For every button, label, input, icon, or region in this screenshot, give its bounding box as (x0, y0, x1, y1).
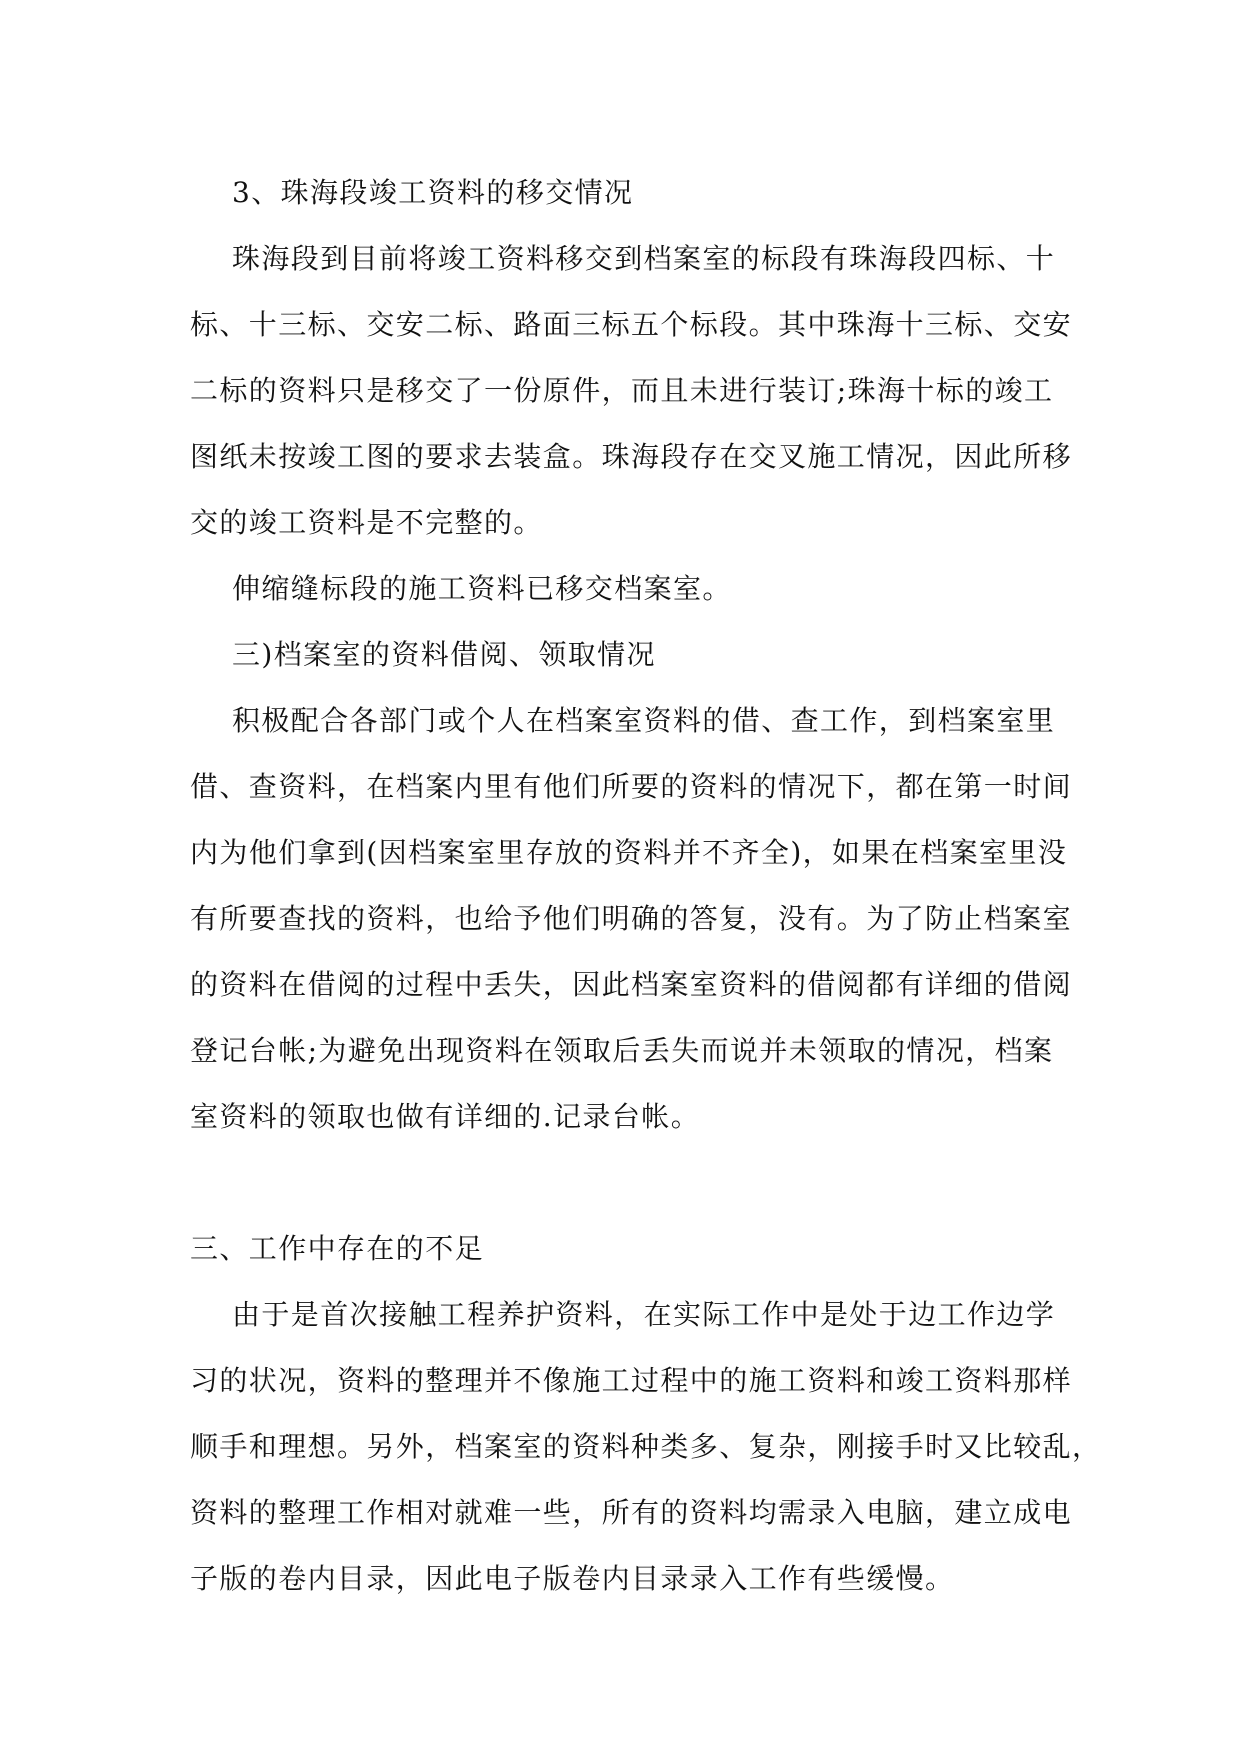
paragraph-line: 有所要查找的资料，也给予他们明确的答复，没有。为了防止档案室 (190, 902, 1073, 935)
paragraph-line: 内为他们拿到(因档案室里存放的资料并不齐全)，如果在档案室里没 (190, 836, 1068, 869)
paragraph-line: 珠海段到目前将竣工资料移交到档案室的标段有珠海段四标、十 (232, 242, 1056, 275)
paragraph-line: 资料的整理工作相对就难一些，所有的资料均需录入电脑，建立成电 (190, 1496, 1073, 1529)
paragraph-shortcomings (190, 1282, 1102, 1612)
paragraph-line: 积极配合各部门或个人在档案室资料的借、查工作，到档案室里 (232, 704, 1056, 737)
paragraph-zhuhai-handover (190, 226, 1073, 556)
paragraph-line: 借、查资料，在档案内里有他们所要的资料的情况下，都在第一时间 (190, 770, 1073, 803)
paragraph-line: 图纸未按竣工图的要求去装盒。珠海段存在交叉施工情况，因此所移 (190, 440, 1073, 473)
paragraph-line: 交的竣工资料是不完整的。 (190, 506, 543, 539)
paragraph-line: 顺手和理想。另外，档案室的资料种类多、复杂，刚接手时又比较乱， (190, 1430, 1102, 1463)
paragraph-line: 室资料的领取也做有详细的.记录台帐。 (190, 1100, 701, 1133)
section-spacer (190, 1150, 1052, 1216)
subheading-zhuhai-handover: 3、珠海段竣工资料的移交情况 (232, 176, 634, 209)
paragraph-line: 标、十三标、交安二标、路面三标五个标段。其中珠海十三标、交安 (190, 308, 1073, 341)
paragraph-borrowing (190, 688, 1073, 1150)
paragraph-line: 登记台帐;为避免出现资料在领取后丢失而说并未领取的情况，档案 (190, 1034, 1054, 1067)
paragraph-line: 二标的资料只是移交了一份原件，而且未进行装订;珠海十标的竣工 (190, 374, 1054, 407)
paragraph-line: 的资料在借阅的过程中丢失，因此档案室资料的借阅都有详细的借阅 (190, 968, 1073, 1001)
section-title-shortcomings: 三、工作中存在的不足 (190, 1232, 485, 1265)
paragraph-line: 子版的卷内目录，因此电子版卷内目录录入工作有些缓慢。 (190, 1562, 955, 1595)
subheading-borrowing: 三)档案室的资料借阅、领取情况 (232, 638, 656, 671)
paragraph-line: 习的状况，资料的整理并不像施工过程中的施工资料和竣工资料那样 (190, 1364, 1073, 1397)
paragraph-line: 由于是首次接触工程养护资料，在实际工作中是处于边工作边学 (232, 1298, 1056, 1331)
paragraph-expansion-joint: 伸缩缝标段的施工资料已移交档案室。 (232, 572, 732, 605)
document-body (190, 160, 1102, 1612)
